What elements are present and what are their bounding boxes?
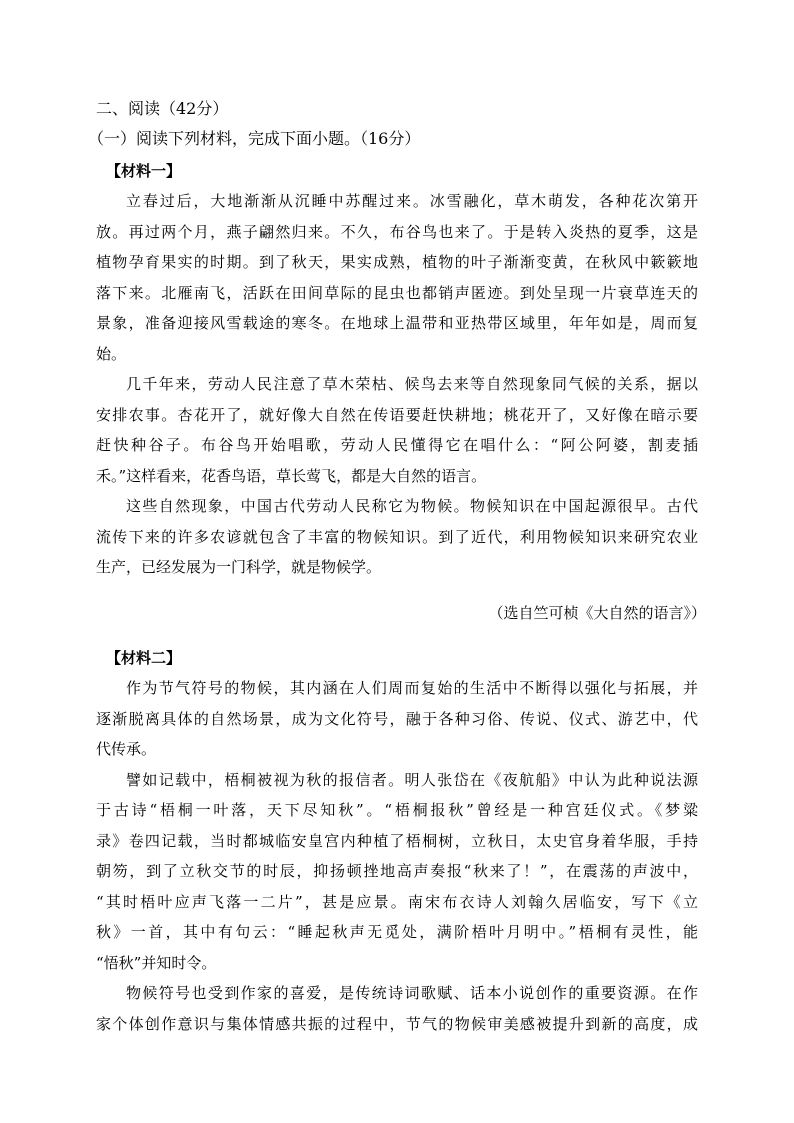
text-line: 物候符号也受到作家的喜爱，是传统诗词歌赋、话本小说创作的重要资源。在作 [126, 984, 698, 1002]
text-line: “其时梧叶应声飞落一二片”，甚是应景。南宋布衣诗人刘翰久居临安，写下《立 [96, 892, 698, 911]
material-one-source: （选自竺可桢《大自然的语言》） [488, 603, 706, 622]
text-line: 安排农事。杏花开了，就好像大自然在传语要赶快耕地；桃花开了，又好像在暗示要 [96, 405, 698, 424]
text-line: 流传下来的许多农谚就包含了丰富的物候知识。到了近代，利用物候知识来研究农业 [96, 527, 698, 546]
material-one-paragraph-2 [96, 369, 698, 491]
material-one-paragraph-3 [96, 491, 698, 583]
material-two-label: 【材料二】 [106, 649, 182, 667]
text-line: 始。 [96, 344, 127, 363]
text-line: 生产，已经发展为一门科学，就是物候学。 [96, 558, 382, 576]
text-line: 家个体创作意识与集体情感共振的过程中，节气的物候审美感被提升到新的高度，成 [96, 1014, 698, 1033]
section-title: 二、阅读（42分） [96, 99, 229, 118]
text-line: 代传承。 [96, 740, 157, 758]
text-line: 几千年来，劳动人民注意了草木荣枯、候鸟去来等自然现象同气候的关系，据以 [126, 375, 698, 393]
page-content [88, 94, 706, 1039]
text-line: 植物孕育果实的时期。到了秋天，果实成熟，植物的叶子渐渐变黄，在秋风中簌簌地 [96, 253, 698, 271]
text-line: 赶快种谷子。布谷鸟开始唱歌，劳动人民懂得它在唱什么：“阿公阿婆，割麦插 [96, 436, 698, 454]
text-line: 这些自然现象，中国古代劳动人民称它为物候。物候知识在中国起源很早。古代 [126, 497, 698, 515]
subsection-title: （一）阅读下列材料，完成下面小题。（16分） [88, 129, 421, 148]
material-two-paragraph-1 [96, 673, 698, 765]
text-line: 朝笏，到了立秋交节的时辰，抑扬顿挫地高声奏报“秋来了！”，在震荡的声波中， [96, 862, 698, 880]
text-line: 逐渐脱离具体的自然场景，成为文化符号，融于各种习俗、传说、仪式、游艺中，代 [96, 709, 698, 728]
text-line: “悟秋”并知时令。 [96, 953, 217, 972]
text-line: 于古诗“梧桐一叶落，天下尽知秋”。“梧桐报秋”曾经是一种宫廷仪式。《梦粱 [96, 801, 698, 819]
text-line: 立春过后，大地渐渐从沉睡中苏醒过来。冰雪融化，草木萌发，各种花次第开 [126, 192, 698, 210]
text-line: 禾。”这样看来，花香鸟语，草长莺飞，都是大自然的语言。 [96, 466, 487, 485]
text-line: 落下来。北雁南飞，活跃在田间草际的昆虫也都销声匿迹。到处呈现一片衰草连天的 [96, 283, 698, 302]
text-line: 作为节气符号的物候，其内涵在人们周而复始的生活中不断得以强化与拓展，并 [126, 679, 698, 697]
material-two-paragraph-3 [96, 978, 698, 1039]
material-two-paragraph-2 [96, 765, 698, 979]
material-one-label: 【材料一】 [106, 162, 182, 180]
text-line: 放。再过两个月，燕子翩然归来。不久，布谷鸟也来了。于是转入炎热的夏季，这是 [96, 222, 698, 241]
material-one-paragraph-1 [96, 186, 698, 369]
text-line: 录》卷四记载，当时都城临安皇宫内种植了梧桐树，立秋日，太史官身着华服，手持 [96, 831, 698, 850]
text-line: 譬如记载中，梧桐被视为秋的报信者。明人张岱在《夜航船》中认为此种说法源 [126, 770, 698, 789]
text-line: 秋》一首，其中有句云：“睡起秋声无觅处，满阶梧叶月明中。”梧桐有灵性，能 [96, 923, 698, 941]
text-line: 景象，准备迎接风雪载途的寒冬。在地球上温带和亚热带区域里，年年如是，周而复 [96, 314, 698, 332]
